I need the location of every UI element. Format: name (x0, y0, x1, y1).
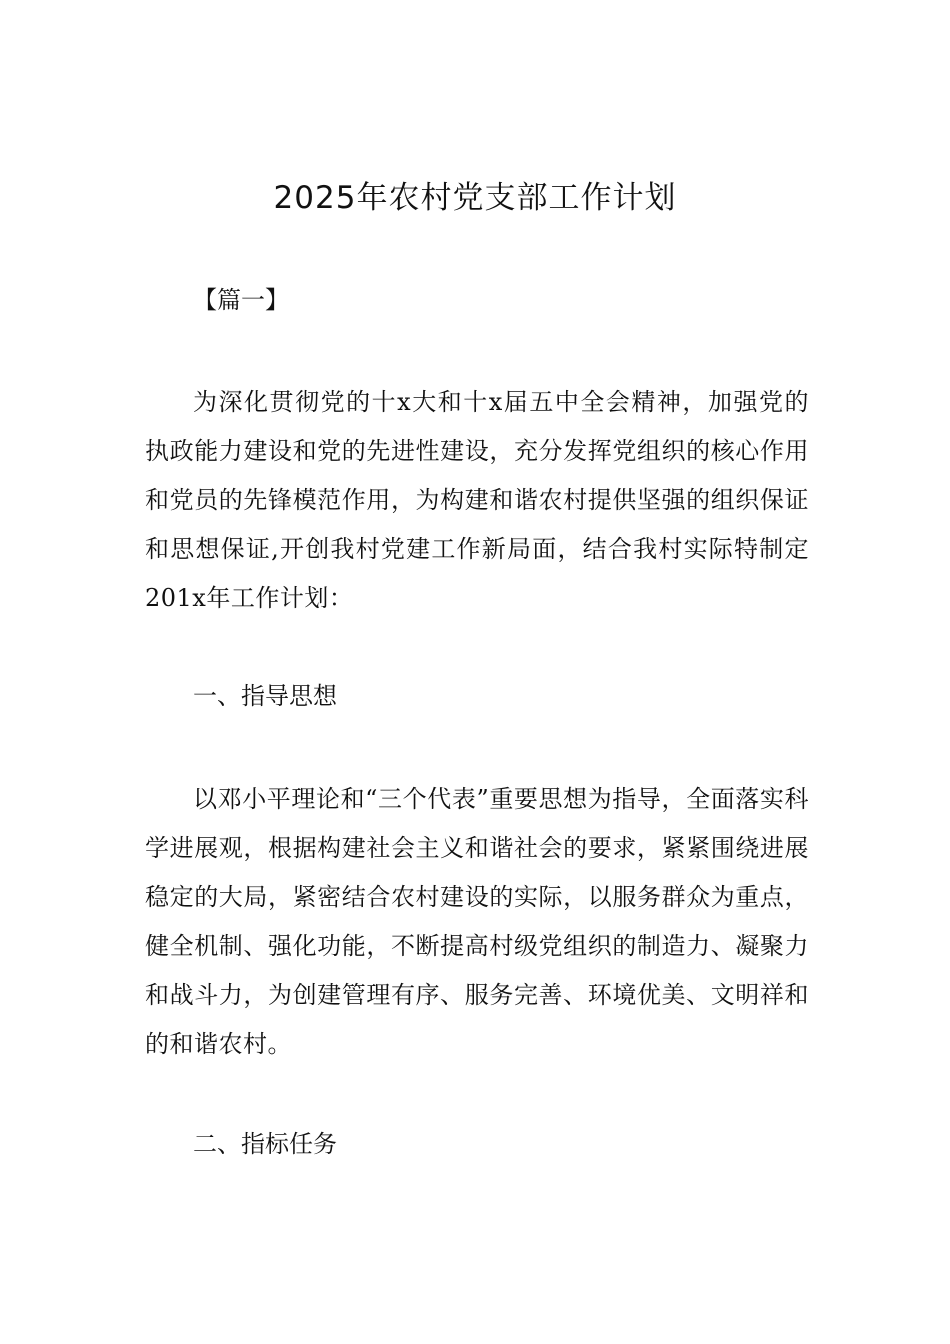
heading-targets-tasks: 二、指标任务 (193, 1130, 337, 1158)
document-title: 2025年农村党支部工作计划 (273, 180, 677, 216)
guiding-ideology-paragraph: 以邓小平理论和“三个代表”重要思想为指导，全面落实科学进展观，根据构建社会主义和谐社会的要求，紧紧围绕进展稳定的大局，紧密结合农村建设的实际，以服务群众为重点，健全机制、强化功能，不断提高村级党组织的制造力、凝聚力和战斗力，为创建管理有序、服务完善、环境优美、文明祥和的和谐农村。 (145, 785, 809, 1058)
section-label: 【篇一】 (193, 286, 289, 314)
heading-guiding-ideology: 一、指导思想 (193, 682, 337, 710)
intro-paragraph: 为深化贯彻党的十x大和十x届五中全会精神，加强党的执政能力建设和党的先进性建设，充分发挥党组织的核心作用和党员的先锋模范作用，为构建和谐农村提供坚强的组织保证和思想保证,开创我村党建工作新局面，结合我村实际特制定201x年工作计划： (145, 388, 809, 612)
